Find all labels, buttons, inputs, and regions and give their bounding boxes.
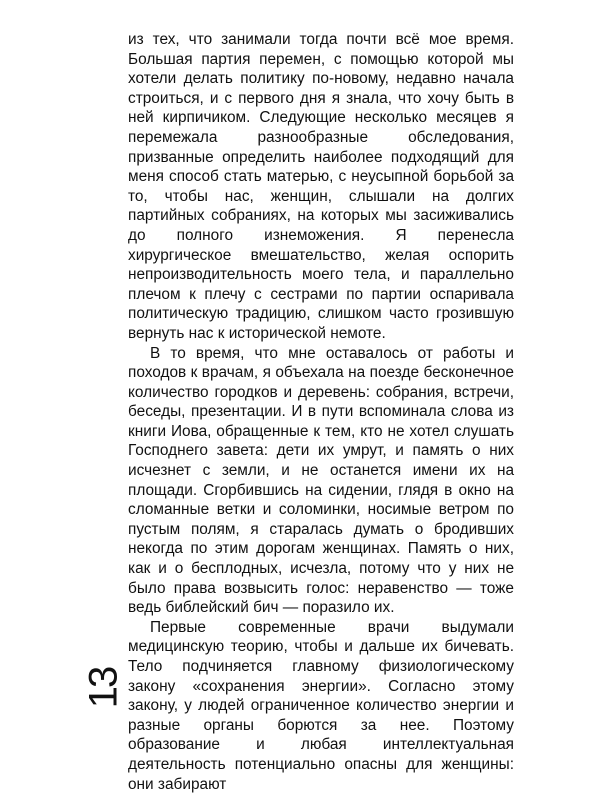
paragraph-3: Первые современные врачи выдумали медицинскую теорию, чтобы и дальше их бичевать. Тело подчиняется главному физиологическому закону «сохранения энергии». Согласно этому закону, у людей ограниченное количество энергии и разные органы борются за нее. Поэтому образование и любая интеллектуальная деятельность потенциально опасны для женщины: они забирают [128, 618, 514, 793]
paragraph-2: В то время, что мне оставалось от работы и походов к врачам, я объехала на поезде бесконечное количество городков и деревень: собрания, встречи, беседы, презентации. И в пути вспоминала слова из книги Иова, обращенные к тем, кто не хотел слушать Господнего завета: дети их умрут, и память о них исчезнет с земли, и не останется имени их на площади. Сгорбившись на сидении, глядя в окно на сломанные ветки и соломинки, носимые ветром по пустым полям, я старалась думать о бродивших некогда по этим дорогам женщинах. Память о них, как и о бесплодных, исчезла, потому что у них не было права возвысить голос: неравенство — тоже ведь библейский бич — поразило их. [128, 344, 514, 617]
paragraph-1: из тех, что занимали тогда почти всё мое время. Большая партия перемен, с помощью которой мы хотели делать политику по-новому, недавно начала строиться, и с первого дня я знала, что хочу быть в ней кирпичиком. Следующие несколько месяцев я перемежала разнообразные обследования, призванные определить наиболее подходящий для меня способ стать матерью, с неусыпной борьбой за то, чтобы нас, женщин, слышали на долгих партийных собраниях, на которых мы засиживались до полного изнеможения. Я перенесла хирургическое вмешательство, желая оспорить непроизводительность моего тела, и параллельно плечом к плечу с сестрами по партии оспаривала политическую традицию, слишком часто грозившую вернуть нас к исторической немоте. [128, 31, 514, 342]
page-number: 13 [81, 667, 126, 709]
body-text [128, 30, 514, 794]
